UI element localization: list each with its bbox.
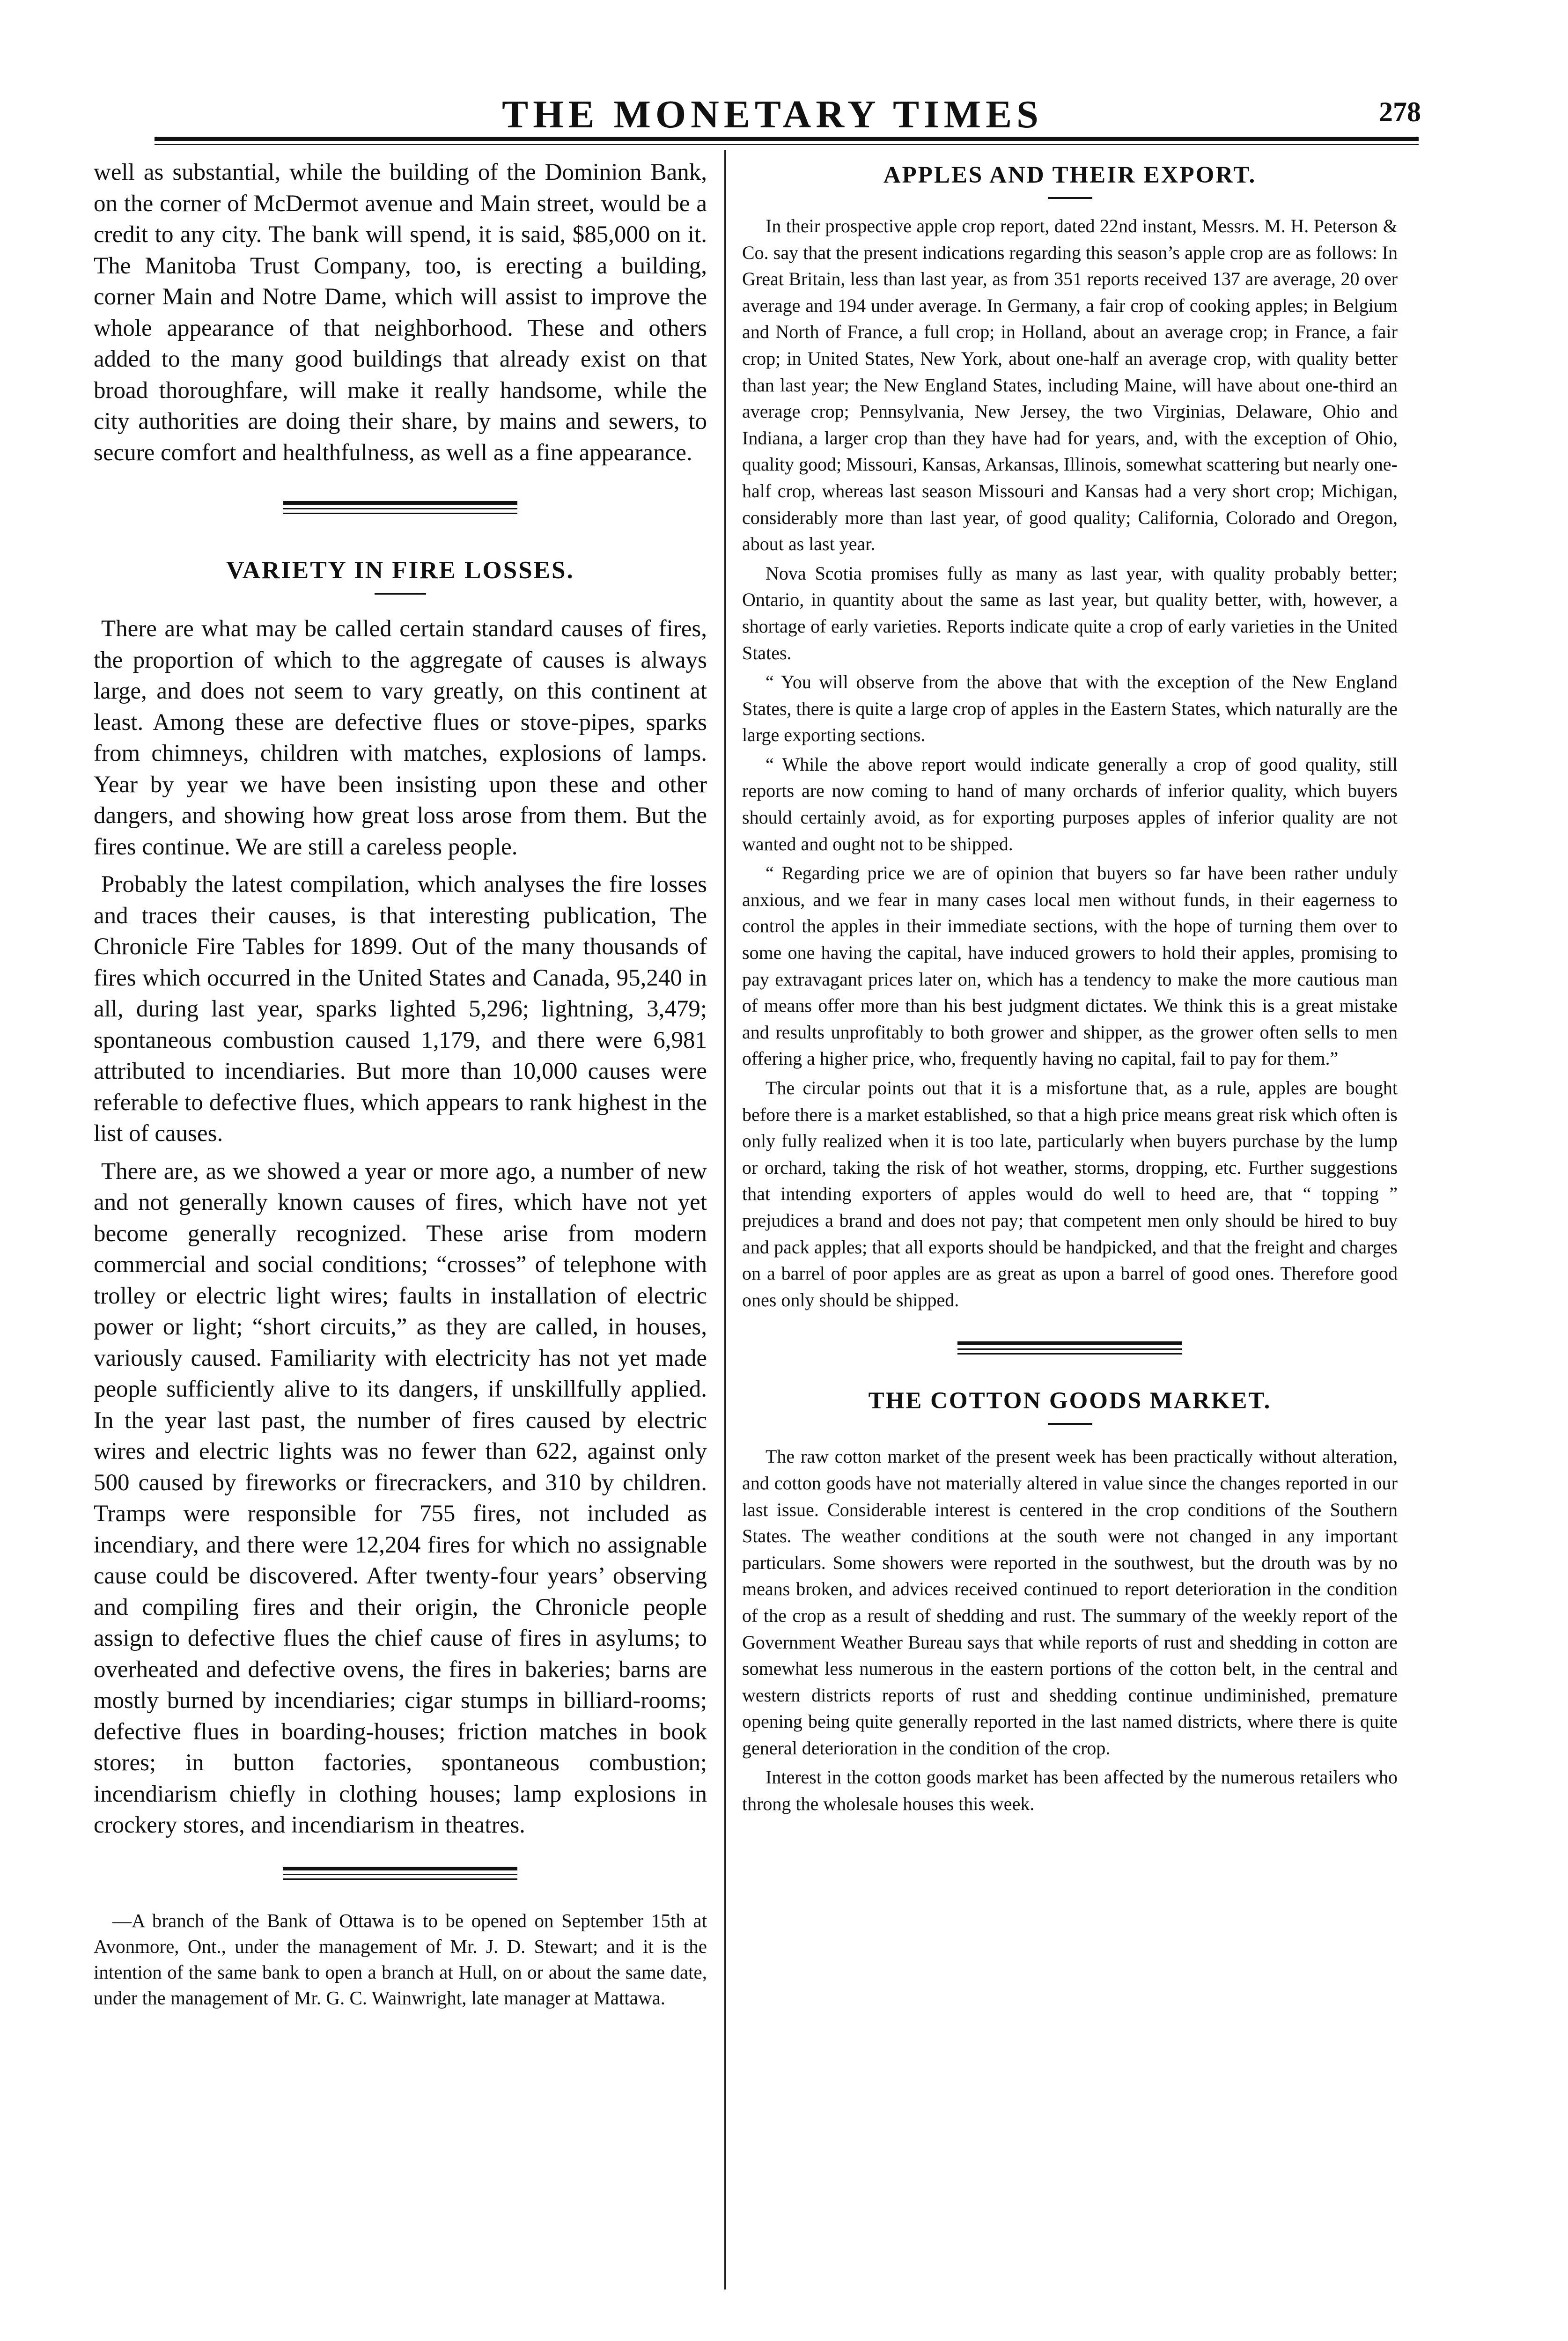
title-rule: [1048, 1423, 1092, 1425]
article-body-apples: [742, 213, 1398, 1313]
section-divider: [283, 501, 517, 514]
page-number: 278: [1379, 96, 1421, 127]
header-rule-thin: [155, 144, 1419, 145]
paragraph: The circular points out that it is a misfortune that, as a rule, apples are bought before there is a market established, so that a high price means great risk which often is only fully realized when it is too late, particularly when buyers purchase by the lump or orchard, taking the risk of hot weather, storms, dropping, etc. Further suggestions that intending exporters of apples would do well to heed are, that “ topping ” prejudices a brand and does not pay; that competent men only should be hired to buy and pack apples; that all exports should be handpicked, and that the freight and charges on a barrel of poor apples are as great as upon a barrel of good ones. Therefore good ones only should be shipped.: [742, 1077, 1398, 1310]
paragraph: “ You will observe from the above that with the exception of the New England States, there is quite a large crop of apples in the Eastern States, which naturally are the large exporting sections.: [742, 671, 1398, 746]
title-rule: [1048, 197, 1092, 199]
article-title-fire-losses: VARIETY IN FIRE LOSSES.: [226, 557, 574, 584]
footnote-text: —A branch of the Bank of Ottawa is to be opened on September 15th at Avonmore, Ont., under the management of Mr. J. D. Stewart; and it is the intention of the same bank to open a branch at Hull, on or about the same date, under the management of Mr. G. C. Wainwright, late manager at Mattawa.: [94, 1909, 707, 2009]
article-body-fire-losses: [94, 613, 707, 1841]
paragraph: “ Regarding price we are of opinion that buyers so far have been rather unduly anxious, and we fear in many cases local men without funds, in their eagerness to control the apples in their immediate sections, with the hope of turning them over to some one having the capital, have induced growers to hold their apples, promising to pay extravagant prices later on, which has a tendency to make the more cautious man of means offer more than his best judgment dictates. We think this is a great mistake and results unprofitably to both grower and shipper, as the grower often sells to men offering a higher price, who, frequently having no capital, fail to pay for them.”: [742, 862, 1398, 1069]
masthead: THE MONETARY TIMES: [502, 93, 1043, 136]
footnote-bank-of-ottawa: [94, 1908, 707, 2011]
left-column: [94, 157, 707, 2011]
paragraph: “ While the above report would indicate generally a crop of good quality, still reports are now coming to hand of many orchards of inferior quality, which buyers should certainly avoid, as for exporting purposes apples of inferior quality are not wanted and ought not to be shipped.: [742, 753, 1398, 854]
article-body-cotton: [742, 1443, 1398, 1817]
section-divider: [957, 1341, 1182, 1355]
paragraph: There are, as we showed a year or more ago, a number of new and not generally known causes of fires, which have not yet become generally recognized. These arise from modern commercial and social conditions; “crosses” of telephone with trolley or electric light wires; faults in installation of electric power or light; “short circuits,” as they are called, in houses, variously caused. Familiarity with electricity has not yet made people sufficiently alive to its dangers, if unskillfully applied. In the year last past, the number of fires caused by electric wires and electric lights was no fewer than 622, against only 500 caused by fireworks or firecrackers, and 310 by children. Tramps were responsible for 755 fires, not included as incendiary, and there were 12,204 fires for which no assignable cause could be discovered. After twenty-four years’ observing and compiling fires and their origin, the Chronicle people assign to defective flues the chief cause of fires in asylums; to overheated and defective ovens, the fires in bakeries; barns are mostly burned by incendiaries; cigar stumps in billiard-rooms; defective flues in boarding-houses; friction matches in book stores; in button factories, spontaneous combustion; incendiarism chiefly in clothing houses; lamp explosions in crockery stores, and incendiarism in theatres.: [94, 1158, 707, 1838]
article-title-apples: APPLES AND THEIR EXPORT.: [883, 162, 1257, 188]
paragraph: In their prospective apple crop report, dated 22nd instant, Messrs. M. H. Peterson & Co. say that the present indications regarding this season’s apple crop are as follows: In Great Britain, less than last year, as from 351 reports received 137 are average, 20 over average and 194 under average. In Germany, a fair crop of cooking apples; in Belgium and North of France, a full crop; in Holland, about an average crop; in France, a fair crop; in United States, New York, about one-half an average crop, with quality better than last year; the New England States, including Maine, will have about one-third an average crop; Pennsylvania, New Jersey, the two Virginias, Delaware, Ohio and Indiana, a larger crop than they have had for years, and, with the exception of Ohio, quality good; Missouri, Kansas, Arkansas, Illinois, somewhat scattering but nearly one-half crop, whereas last season Missouri and Kansas had a very short crop; Michigan, considerably more than last year, of good quality; California, Colorado and Oregon, about as last year.: [742, 215, 1398, 555]
paragraph: Probably the latest compilation, which analyses the fire losses and traces their causes, is that interesting publication, The Chronicle Fire Tables for 1899. Out of the many thousands of fires which occurred in the United States and Canada, 95,240 in all, during last year, sparks lighted 5,296; lightning, 3,479; spontaneous combustion caused 1,179, and there were 6,981 attributed to incendiaries. But more than 10,000 causes were referable to defective flues, which appears to rank highest in the list of causes.: [94, 871, 707, 1147]
continued-paragraph: well as substantial, while the building of the Dominion Bank, on the corner of McDermot avenue and Main street, would be a credit to any city. The bank will spend, it is said, $85,000 on it. The Manitoba Trust Company, too, is erecting a building, corner Main and Notre Dame, which will assist to improve the whole appearance of that neighborhood. These and others added to the many good buildings that already exist on that broad thoroughfare, will make it really handsome, while the city authorities are doing their share, by mains and sewers, to secure comfort and healthfulness, as well as a fine appearance.: [94, 159, 707, 466]
paragraph: Nova Scotia promises fully as many as last year, with quality probably better; Ontario, in quantity about the same as last year, but quality better, with, however, a shortage of early varieties. Reports indicate quite a crop of early varieties in the United States.: [742, 562, 1398, 663]
section-divider: [283, 1867, 517, 1880]
title-rule: [375, 593, 426, 595]
right-column: [742, 162, 1398, 1818]
article-title-cotton: THE COTTON GOODS MARKET.: [868, 1388, 1272, 1414]
paragraph: There are what may be called certain standard causes of fires, the proportion of which to the aggregate of causes is always large, and does not seem to vary greatly, on this continent at least. Among these are defective flues or stove-pipes, sparks from chimneys, children with matches, explosions of lamps. Year by year we have been insisting upon these and other dangers, and showing how great loss arose from them. But the fires continue. We are still a careless people.: [94, 616, 707, 860]
paragraph: The raw cotton market of the present week has been practically without alteration, and cotton goods have not materially altered in value since the changes reported in our last issue. Considerable interest is centered in the crop conditions of the Southern States. The weather conditions at the south were not changed in any important particulars. Some showers were reported in the southwest, but the drouth was by no means broken, and advices received continued to report deterioration in the condition of the crop as a result of shedding and rust. The summary of the weekly report of the Government Weather Bureau says that while reports of rust and shedding in cotton are somewhat less numerous in the eastern portions of the cotton belt, in the central and western districts reports of rust and shedding continue undiminished, premature opening being quite generally reported in the last named districts, where there is quite general deterioration in the condition of the crop.: [742, 1446, 1398, 1759]
header-rule-thick: [155, 137, 1419, 141]
paragraph: Interest in the cotton goods market has been affected by the numerous retailers who throng the wholesale houses this week.: [742, 1767, 1398, 1815]
column-rule: [724, 150, 726, 2289]
